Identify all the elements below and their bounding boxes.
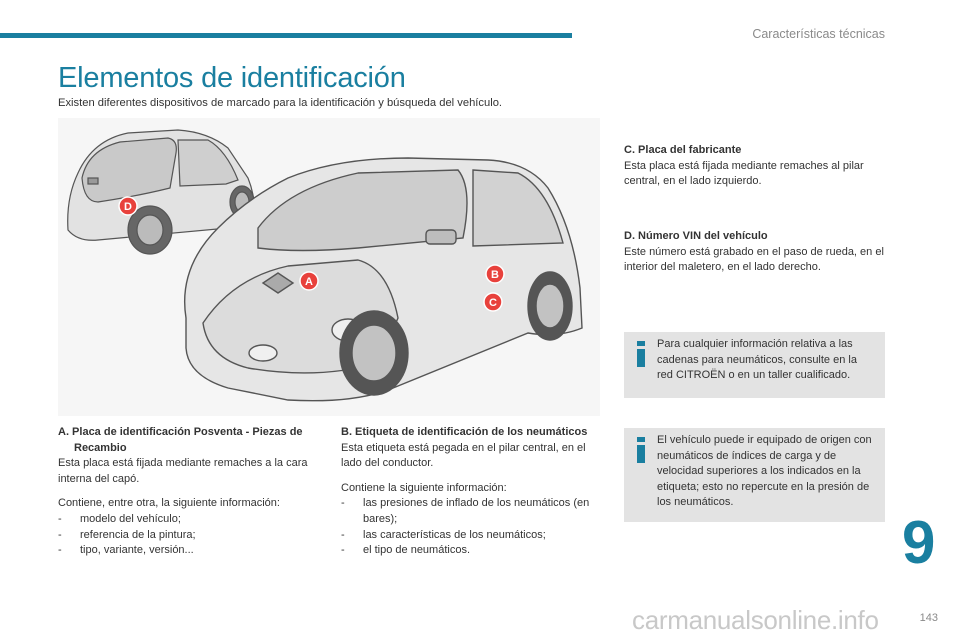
section-c-text: Esta placa está fijada mediante remaches al pilar central, en el lado izquierdo.	[624, 159, 864, 188]
section-a	[58, 425, 328, 559]
marker-b	[486, 265, 504, 283]
page-title: Elementos de identificación	[58, 62, 406, 94]
info-box-tire-ratings	[624, 428, 885, 522]
list-item: - referencia de la pintura;	[58, 528, 196, 541]
intro-text: Existen diferentes dispositivos de marcado para la identificación y búsqueda del vehículo.	[58, 97, 503, 109]
section-a-text: Esta placa está fijada mediante remaches a la cara interna del capó.	[58, 457, 308, 485]
section-c-heading: C. Placa del fabricante	[624, 144, 742, 156]
list-item: - el tipo de neumáticos.	[341, 544, 471, 557]
chapter-number: 9	[902, 509, 936, 576]
section-a-heading: A. Placa de identificación Posventa - Piezas de Recambio	[58, 426, 303, 454]
svg-text:B: B	[491, 269, 499, 281]
section-d	[624, 229, 889, 276]
info-box-tire-chains	[624, 332, 885, 398]
section-d-text: Este número está grabado en el paso de rueda, en el interior del maletero, en el lado derecho.	[624, 245, 884, 274]
info-icon	[634, 341, 648, 367]
info-box-text: El vehículo puede ir equipado de origen con neumáticos de índices de carga y de velocidad superiores a los indicados en la etiqueta; esto no repercute en la presión de los neumáticos.	[657, 434, 872, 509]
header-accent-bar	[0, 33, 572, 38]
list-item: - las presiones de inflado de los neumáticos (en bares);	[341, 497, 590, 525]
vehicle-illustration	[58, 118, 600, 416]
watermark: carmanualsonline.info	[632, 605, 879, 635]
page-number: 143	[919, 612, 938, 624]
list-item: - modelo del vehículo;	[58, 512, 181, 525]
svg-text:A: A	[305, 276, 313, 288]
section-d-heading: D. Número VIN del vehículo	[624, 230, 768, 242]
info-icon	[634, 437, 648, 463]
marker-c	[484, 293, 502, 311]
svg-text:C: C	[489, 297, 497, 309]
section-title: Características técnicas	[752, 27, 885, 41]
section-b	[341, 425, 606, 559]
section-b-text: Esta etiqueta está pegada en el pilar central, en el lado del conductor.	[341, 441, 586, 470]
info-box-text: Para cualquier información relativa a las cadenas para neumáticos, consulte en la red CITROËN o en un taller cualificado.	[657, 338, 857, 382]
section-c	[624, 143, 889, 190]
list-item: - tipo, variante, versión...	[58, 544, 194, 557]
list-item: - las características de los neumáticos;	[341, 528, 546, 541]
marker-d	[119, 197, 137, 215]
marker-a	[300, 272, 318, 290]
svg-text:D: D	[124, 201, 132, 213]
section-b-heading: B. Etiqueta de identificación de los neumáticos	[341, 426, 588, 438]
section-b-list-intro: Contiene la siguiente información:	[341, 481, 507, 494]
section-a-list-intro: Contiene, entre otra, la siguiente información:	[58, 497, 280, 510]
section-a-list	[58, 512, 328, 559]
section-b-list	[341, 496, 606, 558]
